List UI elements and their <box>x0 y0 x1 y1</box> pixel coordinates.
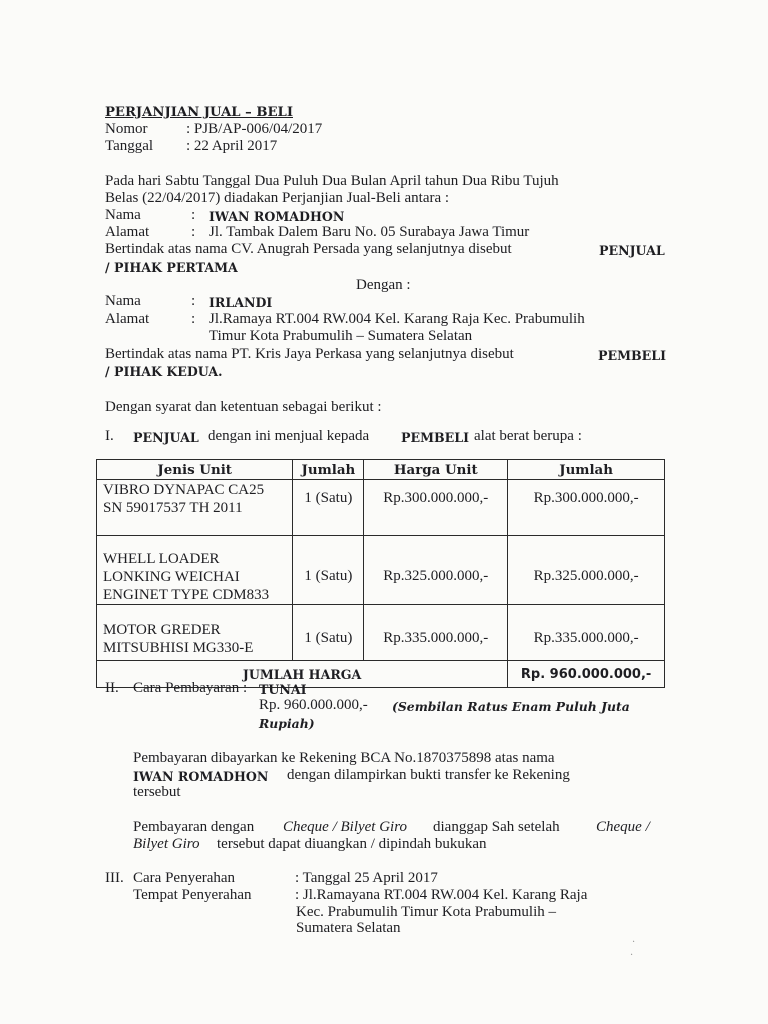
syarat-text: Dengan syarat dan ketentuan sebagai berikut : <box>105 399 382 415</box>
payment-para-2-e: Bilyet Giro <box>133 836 200 852</box>
tanggal-value: : 22 April 2017 <box>186 138 278 154</box>
table-header-row <box>97 460 665 480</box>
delivery-place-label: Tempat Penyerahan <box>133 887 252 903</box>
delivery-place-line-2: Kec. Prabumulih Timur Kota Prabumulih – <box>296 904 556 920</box>
payment-account-name: IWAN ROMADHON <box>133 769 269 784</box>
scan-speck: · <box>630 950 634 961</box>
buyer-alamat-line-1: Jl.Ramaya RT.004 RW.004 Kel. Karang Raja Kec. Prabumulih <box>209 311 585 327</box>
qty-cell: 1 (Satu) <box>293 605 364 661</box>
unit-line: SN 59017537 TH 2011 <box>103 500 243 516</box>
buyer-role-2: / PIHAK KEDUA. <box>105 364 223 379</box>
delivery-date-label: Cara Penyerahan <box>133 870 236 886</box>
dengan-label: Dengan : <box>356 277 411 293</box>
table-header-harga-unit: Harga Unit <box>364 460 508 480</box>
unit-line: VIBRO DYNAPAC CA25 <box>103 482 265 498</box>
delivery-place-line-3: Sumatera Selatan <box>296 920 401 936</box>
buyer-bertindak: Bertindak atas nama PT. Kris Jaya Perkasa yang selanjutnya disebut <box>105 346 514 362</box>
unit-line: MOTOR GREDER <box>103 622 221 638</box>
payment-para-2-c: dianggap Sah setelah <box>433 819 560 835</box>
unit-cell <box>97 480 293 536</box>
unit-cell <box>97 536 293 605</box>
payment-para-2-a: Pembayaran dengan <box>133 819 255 835</box>
unit-cell <box>97 605 293 661</box>
scan-speck: · <box>632 937 636 948</box>
table-row <box>97 480 665 536</box>
payment-amount-words-1: (Sembilan Ratus Enam Puluh Juta <box>392 699 630 714</box>
buyer-nama-label: Nama <box>105 293 141 309</box>
table-row <box>97 536 665 605</box>
delivery-place-line-1: : Jl.Ramayana RT.004 RW.004 Kel. Karang Raja <box>295 887 588 903</box>
jumlah-harga-total: Rp. 960.000.000,- <box>508 661 665 688</box>
payment-para-2-b: Cheque / Bilyet Giro <box>283 819 407 835</box>
price-cell: Rp.300.000.000,- <box>364 480 508 536</box>
unit-line: MITSUBHISI MG330-E <box>103 640 254 656</box>
seller-nama-label: Nama <box>105 207 141 223</box>
qty-cell: 1 (Satu) <box>293 536 364 605</box>
items-table <box>96 459 665 688</box>
nomor-label: Nomor <box>105 121 148 137</box>
seller-nama: IWAN ROMADHON <box>209 209 345 224</box>
table-header-jumlah: Jumlah <box>293 460 364 480</box>
buyer-role-1: PEMBELI <box>598 348 666 363</box>
tanggal-label: Tanggal <box>105 138 154 154</box>
table-header-jumlah-total: Jumlah <box>508 460 665 480</box>
document-title: PERJANJIAN JUAL – BELI <box>105 105 293 120</box>
seller-alamat: Jl. Tambak Dalem Baru No. 05 Surabaya Jawa Timur <box>209 224 530 240</box>
buyer-alamat-colon: : <box>191 311 196 327</box>
section-1-text-b: alat berat berupa : <box>474 428 582 444</box>
payment-para-2-f: tersebut dapat diuangkan / dipindah bukukan <box>217 836 487 852</box>
jumlah-harga-label: JUMLAH HARGA <box>97 661 508 688</box>
unit-line: LONKING WEICHAI <box>103 569 240 585</box>
total-cell: Rp.335.000.000,- <box>508 605 665 661</box>
total-cell: Rp.325.000.000,- <box>508 536 665 605</box>
seller-bertindak: Bertindak atas nama CV. Anugrah Persada yang selanjutnya disebut <box>105 241 512 257</box>
intro-line-2: Belas (22/04/2017) diadakan Perjanjian Jual-Beli antara : <box>105 190 450 206</box>
payment-para-2-d: Cheque / <box>596 819 650 835</box>
payment-para-1-line-1: Pembayaran dibayarkan ke Rekening BCA No.1870375898 atas nama <box>133 750 555 766</box>
payment-para-1-line-2: dengan dilampirkan bukti transfer ke Rekening <box>287 767 570 783</box>
seller-role-1: PENJUAL <box>599 243 665 258</box>
buyer-alamat-label: Alamat <box>105 311 150 327</box>
total-cell: Rp.300.000.000,- <box>508 480 665 536</box>
section-1-pembeli: PEMBELI <box>401 430 469 445</box>
section-1-penjual: PENJUAL <box>133 430 199 445</box>
seller-nama-colon: : <box>191 207 196 223</box>
unit-line: ENGINET TYPE CDM833 <box>103 587 270 603</box>
seller-alamat-colon: : <box>191 224 196 240</box>
payment-para-1-line-3: tersebut <box>133 784 181 800</box>
qty-cell: 1 (Satu) <box>293 480 364 536</box>
payment-method: TUNAI <box>259 682 307 697</box>
nomor-value: : PJB/AP-006/04/2017 <box>186 121 323 137</box>
section-2-number: II. <box>105 680 119 696</box>
buyer-nama-colon: : <box>191 293 196 309</box>
intro-line-1: Pada hari Sabtu Tanggal Dua Puluh Dua Bulan April tahun Dua Ribu Tujuh <box>105 173 559 189</box>
seller-role-2: / PIHAK PERTAMA <box>105 260 238 275</box>
buyer-alamat-line-2: Timur Kota Prabumulih – Sumatera Selatan <box>209 328 473 344</box>
table-row <box>97 605 665 661</box>
section-3-number: III. <box>105 870 124 886</box>
buyer-nama: IRLANDI <box>209 295 273 310</box>
price-cell: Rp.335.000.000,- <box>364 605 508 661</box>
price-cell: Rp.325.000.000,- <box>364 536 508 605</box>
delivery-date-value: : Tanggal 25 April 2017 <box>295 870 438 886</box>
payment-amount-words-2: Rupiah) <box>259 716 315 731</box>
table-header-jenis-unit: Jenis Unit <box>97 460 293 480</box>
seller-alamat-label: Alamat <box>105 224 150 240</box>
unit-line: WHELL LOADER <box>103 551 220 567</box>
payment-amount: Rp. 960.000.000,- <box>259 697 368 713</box>
section-1-text-a: dengan ini menjual kepada <box>208 428 370 444</box>
payment-label: Cara Pembayaran : <box>133 680 248 696</box>
section-1-number: I. <box>105 428 114 444</box>
